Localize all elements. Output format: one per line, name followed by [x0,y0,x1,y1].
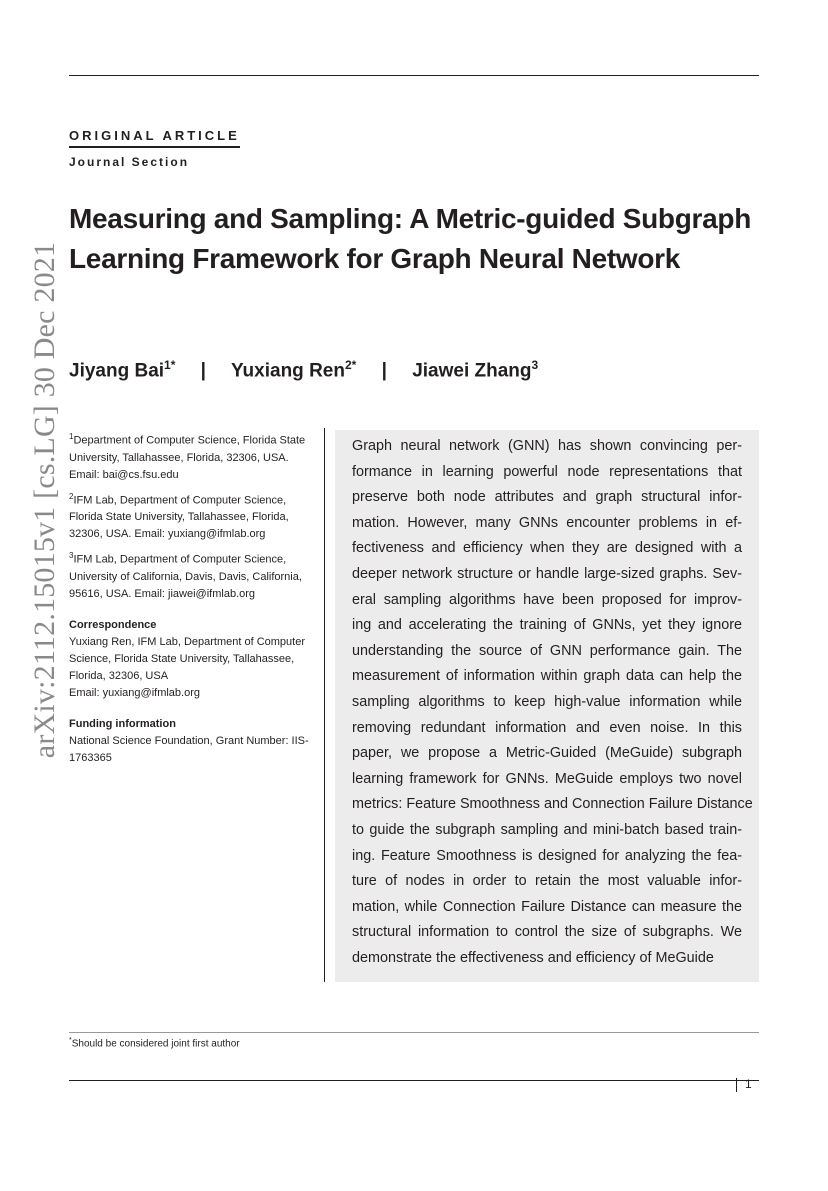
author-separator: | [200,360,206,382]
abstract-line: removing redundant information and even noise. In this [352,719,742,736]
page-number [736,1077,752,1092]
affiliation [69,547,309,603]
correspondence-heading: Correspondence [69,618,157,631]
abstract-line: ing. Feature Smoothness is designed for analyzing the fea- [352,847,742,864]
author-marker: 3 [531,358,539,372]
abstract-box [335,430,759,982]
paper-title: Measuring and Sampling: A Metric-guided Subgraph Learning Framework for Graph Neural Network [69,203,752,274]
abstract-line: metrics: Feature Smoothness and Connection Failure Distance [352,796,753,813]
arxiv-sidebar [20,195,70,805]
abstract-line: fectiveness and efficiency when they are designed with a [352,540,742,557]
abstract-line: ing and accelerating the training of GNNs, yet they ignore [352,617,742,634]
footnote-rule [69,1032,759,1033]
abstract-line: Graph neural network (GNN) has shown convincing per- [352,438,742,454]
affiliation [69,488,309,544]
article-type: ORIGINAL ARTICLE [69,128,240,148]
author-marker: 1* [164,358,176,372]
journal-section: Journal Section [69,155,190,169]
funding-heading: Funding information [69,717,176,730]
footnote [69,1037,240,1049]
abstract-line: preserve both node attributes and graph structural infor- [352,489,742,506]
bottom-rule [69,1080,759,1081]
column-divider [324,428,325,982]
author-marker: 2* [344,358,357,372]
author-name: Yuxiang Ren [230,360,345,382]
author-name: Jiawei Zhang [412,360,532,382]
abstract-line: ture of nodes in order to retain the most valuable infor- [352,873,742,890]
abstract-line: structural information to control the size of subgraphs. We [352,924,742,941]
affiliation-marker: 3 [69,551,74,561]
affiliation-marker: 1 [69,432,74,441]
abstract-line: measurement of information within graph data can help the [352,668,742,685]
funding-text: National Science Foundation, Grant Number: IIS-1763365 [69,734,309,764]
correspondence-email: Email: yuxiang@ifmlab.org [69,686,200,699]
affiliation-marker: 2 [69,491,74,501]
top-rule [69,75,759,76]
author-name: Jiyang Bai [69,360,165,382]
abstract-line: formance in learning powerful node representations that [352,463,742,480]
abstract-line: understanding the source of GNN performance gain. The [352,642,742,659]
arxiv-identifier: arXiv:2112.15015v1 [cs.LG] 30 Dec 2021 [28,241,61,759]
abstract-line: sampling algorithms to keep high-value information while [352,693,742,710]
abstract-line: mation, while Connection Failure Distance can measure the [352,898,742,915]
author-list [69,358,538,382]
page-number-bar [736,1078,737,1092]
footnote-text: Should be considered joint first author [71,1038,240,1050]
affiliations-column [69,428,309,767]
affiliation-text: IFM Lab, Department of Computer Science, Florida State University, Tallahassee, Florida, 32306, USA. Email: yuxiang@ifmlab.org [69,494,289,541]
abstract-line: deeper network structure or handle large-sized graphs. Sev- [352,565,742,582]
author-separator: | [381,360,387,382]
affiliation [69,428,309,484]
affiliation-text: IFM Lab, Department of Computer Science, University of California, Davis, Davis, California, 95616, USA. Email: jiawei@ifmlab.org [69,553,302,600]
abstract-line: paper, we propose a Metric-Guided (MeGuide) subgraph [352,745,742,762]
abstract-line: mation. However, many GNNs encounter problems in ef- [352,514,742,531]
abstract-line: to guide the subgraph sampling and mini-batch based train- [352,821,742,838]
footnote-marker: * [69,1037,72,1044]
abstract-line: learning framework for GNNs. MeGuide employs two novel [352,770,742,787]
abstract-line: eral sampling algorithms have been proposed for improv- [352,591,742,608]
affiliation-text: Department of Computer Science, Florida State University, Tallahassee, Florida, 32306, USA. Email: bai@cs.fsu.edu [69,434,306,481]
correspondence-address: Yuxiang Ren, IFM Lab, Department of Computer Science, Florida State University, Tallahassee, Florida, 32306, USA [69,635,306,682]
abstract-line: demonstrate the effectiveness and efficiency of MeGuide [352,949,714,966]
page-number-value: 1 [745,1077,752,1091]
